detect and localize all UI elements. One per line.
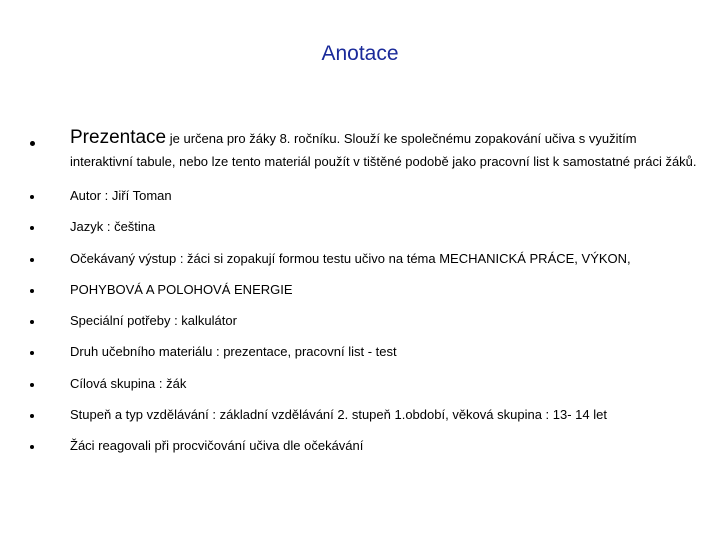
list-item-author <box>30 186 702 217</box>
list-item-special-needs <box>30 311 702 342</box>
list-item-expected-output <box>30 249 702 280</box>
bullet-icon <box>30 383 34 387</box>
bullet-icon <box>30 445 34 449</box>
bullet-icon <box>30 258 34 262</box>
list-item-outcome <box>30 436 702 467</box>
list-item-language <box>30 217 702 248</box>
item-text: Žáci reagovali při procvičování učiva dle očekávání <box>70 438 364 454</box>
item-text: Speciální potřeby : kalkulátor <box>70 313 237 329</box>
item-text: Cílová skupina : žák <box>70 375 187 391</box>
item-text: Autor : Jiří Toman <box>70 188 172 203</box>
item-text: Očekávaný výstup : žáci si zopakují formou testu učivo na téma MECHANICKÁ PRÁCE, VÝKON, <box>70 250 631 266</box>
bullet-icon <box>30 289 34 293</box>
bullet-icon <box>30 351 34 355</box>
annotation-list <box>30 126 702 468</box>
bullet-icon <box>30 141 35 146</box>
bullet-icon <box>30 195 34 199</box>
item-text: Druh učebního materiálu : prezentace, pracovní list - test <box>70 344 397 360</box>
first-line <box>70 126 702 151</box>
item-continuation: interaktivní tabule, nebo lze tento materiál použít v tištěné podobě jako pracovní list k samostatné práci žáků. <box>70 154 697 169</box>
slide-title: Anotace <box>321 42 399 65</box>
list-item-material-type <box>30 342 702 373</box>
list-item-education-level <box>30 405 702 436</box>
list-item-presentation <box>30 126 702 186</box>
item-text: POHYBOVÁ A POLOHOVÁ ENERGIE <box>70 281 293 297</box>
bullet-icon <box>30 226 34 230</box>
bullet-icon <box>30 320 34 324</box>
list-item-target-group <box>30 374 702 405</box>
item-text: Stupeň a typ vzdělávání : základní vzdělávání 2. stupeň 1.období, věková skupina : 13- 14 let <box>70 407 607 423</box>
item-text: Jazyk : čeština <box>70 219 156 235</box>
list-item-energy <box>30 280 702 311</box>
item-text: je určena pro žáky 8. ročníku. Slouží ke společnému zopakování učiva s využitím <box>166 131 637 146</box>
lead-word: Prezentace <box>70 127 167 148</box>
bullet-icon <box>30 414 34 418</box>
